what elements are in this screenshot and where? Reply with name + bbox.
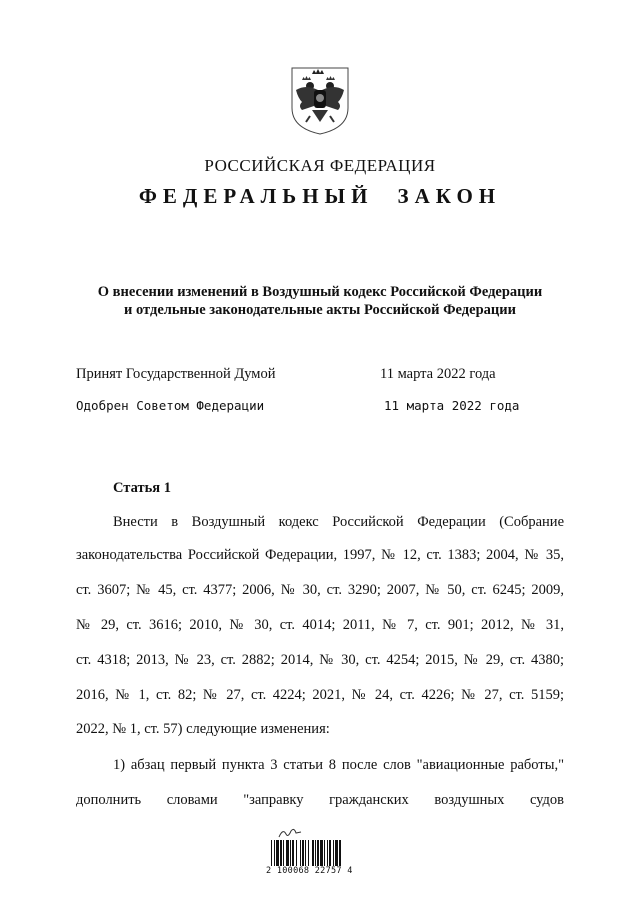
subject-line: О внесении изменений в Воздушный кодекс Российской Федерации bbox=[97, 284, 543, 300]
body-line: 2022, № 1, ст. 57) следующие изменения: bbox=[76, 721, 330, 737]
document-title bbox=[0, 184, 640, 209]
body-line: дополнить словами "заправку гражданских воздушных судов bbox=[76, 792, 564, 808]
adopted-label: Принят Государственной Думой bbox=[76, 366, 276, 382]
body-line: 1) абзац первый пункта 3 статьи 8 после слов "авиационные работы," bbox=[113, 757, 564, 773]
country-name: РОССИЙСКАЯ ФЕДЕРАЦИЯ bbox=[204, 156, 436, 175]
approved-label: Одобрен Советом Федерации bbox=[76, 398, 265, 413]
approved-date: 11 марта 2022 года bbox=[384, 398, 520, 413]
law-subject bbox=[40, 283, 600, 319]
barcode-number: 2 100068 22757 4 bbox=[266, 866, 353, 876]
body-line: ст. 4318; 2013, № 23, ст. 2882; 2014, № 30, ст. 4254; 2015, № 29, ст. 4380; bbox=[76, 652, 564, 668]
body-line: ст. 3607; № 45, ст. 4377; 2006, № 30, ст. 3290; 2007, № 50, ст. 6245; 2009, bbox=[76, 582, 564, 598]
signature-mark-icon bbox=[277, 826, 303, 840]
body-line: 2016, № 1, ст. 82; № 27, ст. 4224; 2021, № 24, ст. 4226; № 27, ст. 5159; bbox=[76, 687, 564, 703]
russian-coat-of-arms-icon bbox=[288, 64, 352, 136]
subject-line: и отдельные законодательные акты Российской Федерации bbox=[124, 302, 516, 318]
title-word-federal: ФЕДЕРАЛЬНЫЙ bbox=[138, 184, 374, 208]
adopted-date: 11 марта 2022 года bbox=[380, 366, 496, 382]
body-line: № 29, ст. 3616; 2010, № 30, ст. 4014; 2011, № 7, ст. 901; 2012, № 31, bbox=[76, 617, 564, 633]
body-line: Внести в Воздушный кодекс Российской Федерации (Собрание bbox=[113, 514, 564, 530]
title-word-law: ЗАКОН bbox=[397, 184, 502, 208]
body-line: законодательства Российской Федерации, 1997, № 12, ст. 1383; 2004, № 35, bbox=[76, 547, 564, 563]
article-heading: Статья 1 bbox=[113, 480, 171, 496]
